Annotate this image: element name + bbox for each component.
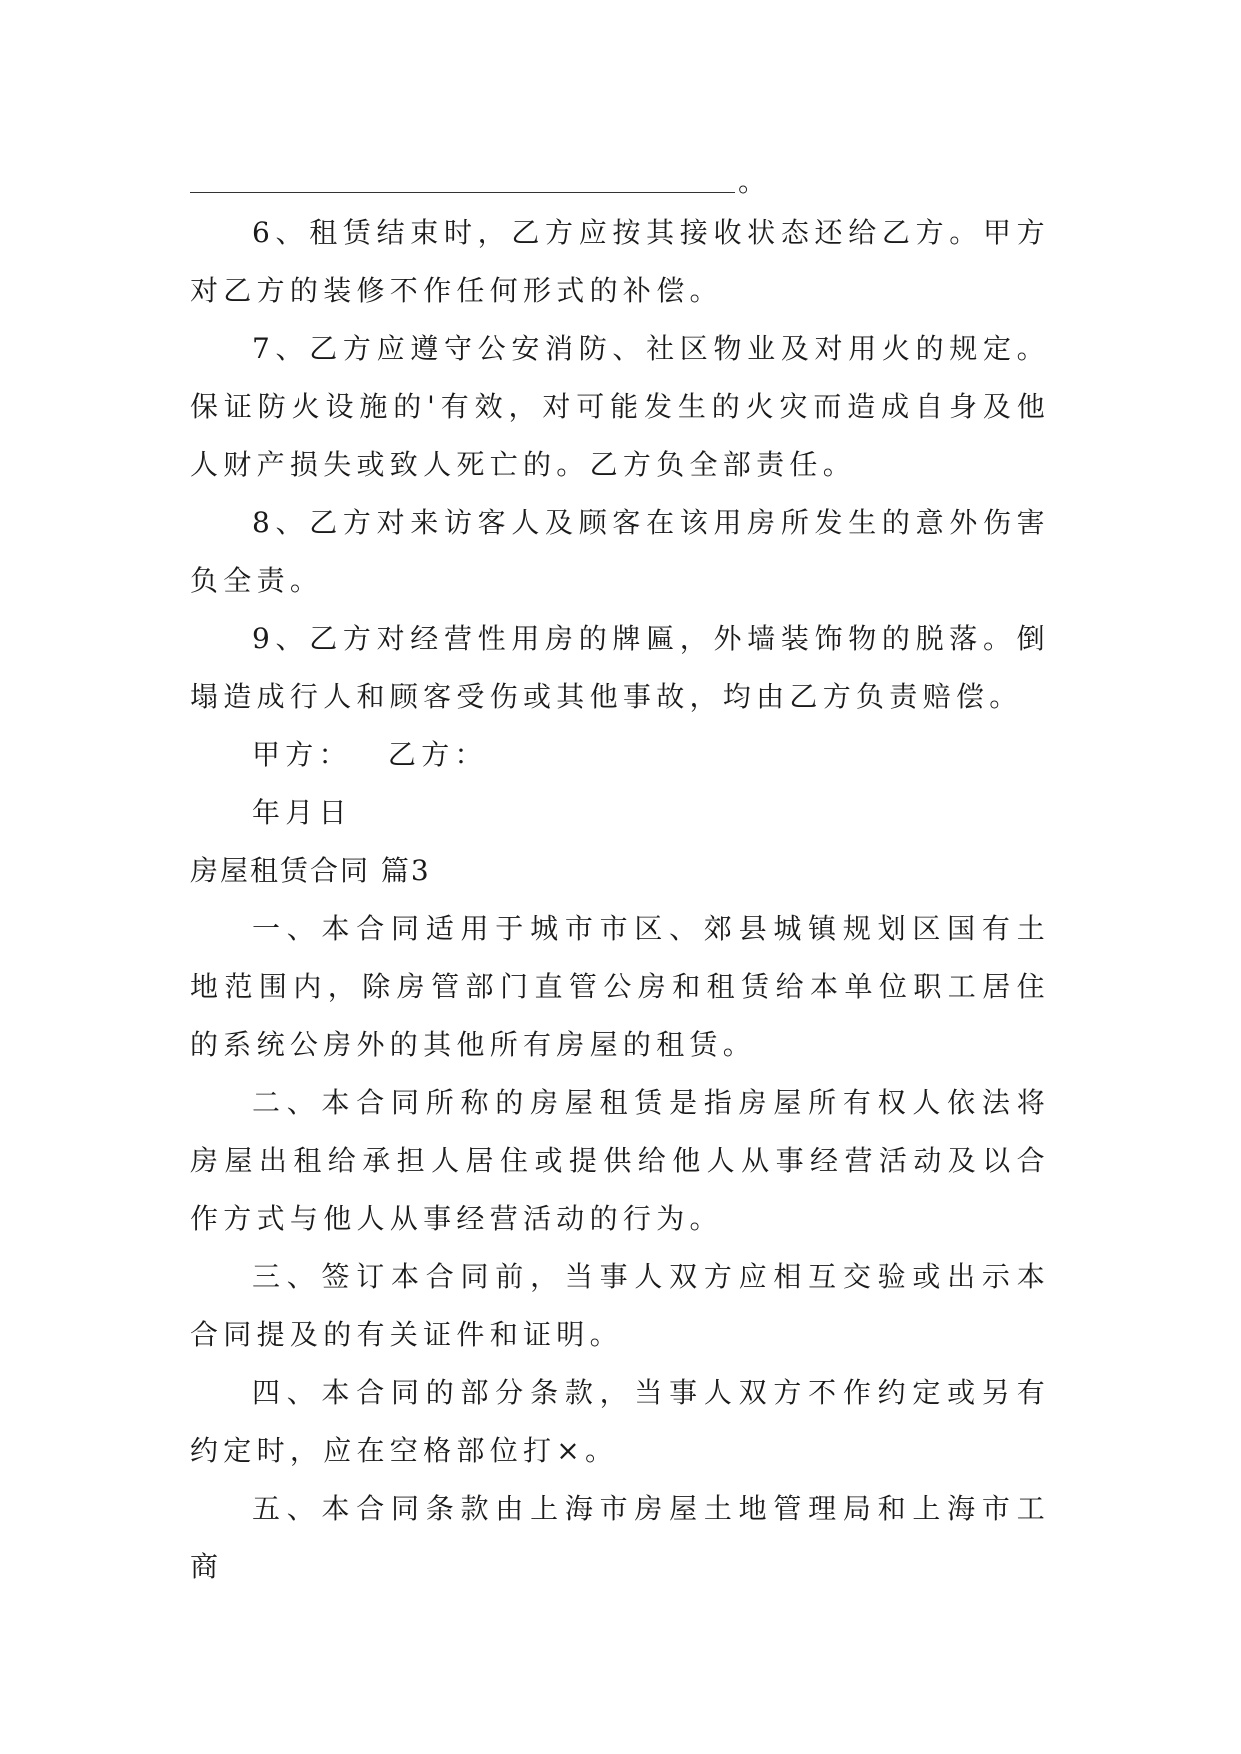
article-4: 四、本合同的部分条款，当事人双方不作约定或另有约定时，应在空格部位打×。 [190,1376,1050,1467]
section-heading: 房屋租赁合同 篇3 [190,854,431,887]
article-5: 五、本合同条款由上海市房屋土地管理局和上海市工商 [190,1492,1050,1583]
party-a-label: 甲方： [252,738,352,771]
article-3: 三、签订本合同前，当事人双方应相互交验或出示本合同提及的有关证件和证明。 [190,1260,1050,1351]
article-1: 一、本合同适用于城市市区、郊县城镇规划区国有土地范围内，除房管部门直管公房和租赁给本单位职工居住的系统公房外的其他所有房屋的租赁。 [190,912,1050,1061]
fill-line-period: 。 [738,165,767,198]
document-page [190,160,1050,1596]
date-line: 年月日 [252,796,352,829]
signature-line [190,726,1050,784]
party-b-label: 乙方： [387,738,488,771]
clause-9: 9、乙方对经营性用房的牌匾，外墙装饰物的脱落。倒塌造成行人和顾客受伤或其他事故，均由乙方负责赔偿。 [190,622,1050,713]
blank-fill-line [190,160,1050,204]
article-2: 二、本合同所称的房屋租赁是指房屋所有权人依法将房屋出租给承担人居住或提供给他人从事经营活动及以合作方式与他人从事经营活动的行为。 [190,1086,1050,1235]
clause-6: 6、租赁结束时，乙方应按其接收状态还给乙方。甲方对乙方的装修不作任何形式的补偿。 [190,216,1050,307]
clause-7: 7、乙方应遵守公安消防、社区物业及对用火的规定。保证防火设施的'有效，对可能发生的火灾而造成自身及他人财产损失或致人死亡的。乙方负全部责任。 [190,332,1050,481]
underline-blank [190,192,735,193]
clause-8: 8、乙方对来访客人及顾客在该用房所发生的意外伤害负全责。 [190,506,1050,597]
